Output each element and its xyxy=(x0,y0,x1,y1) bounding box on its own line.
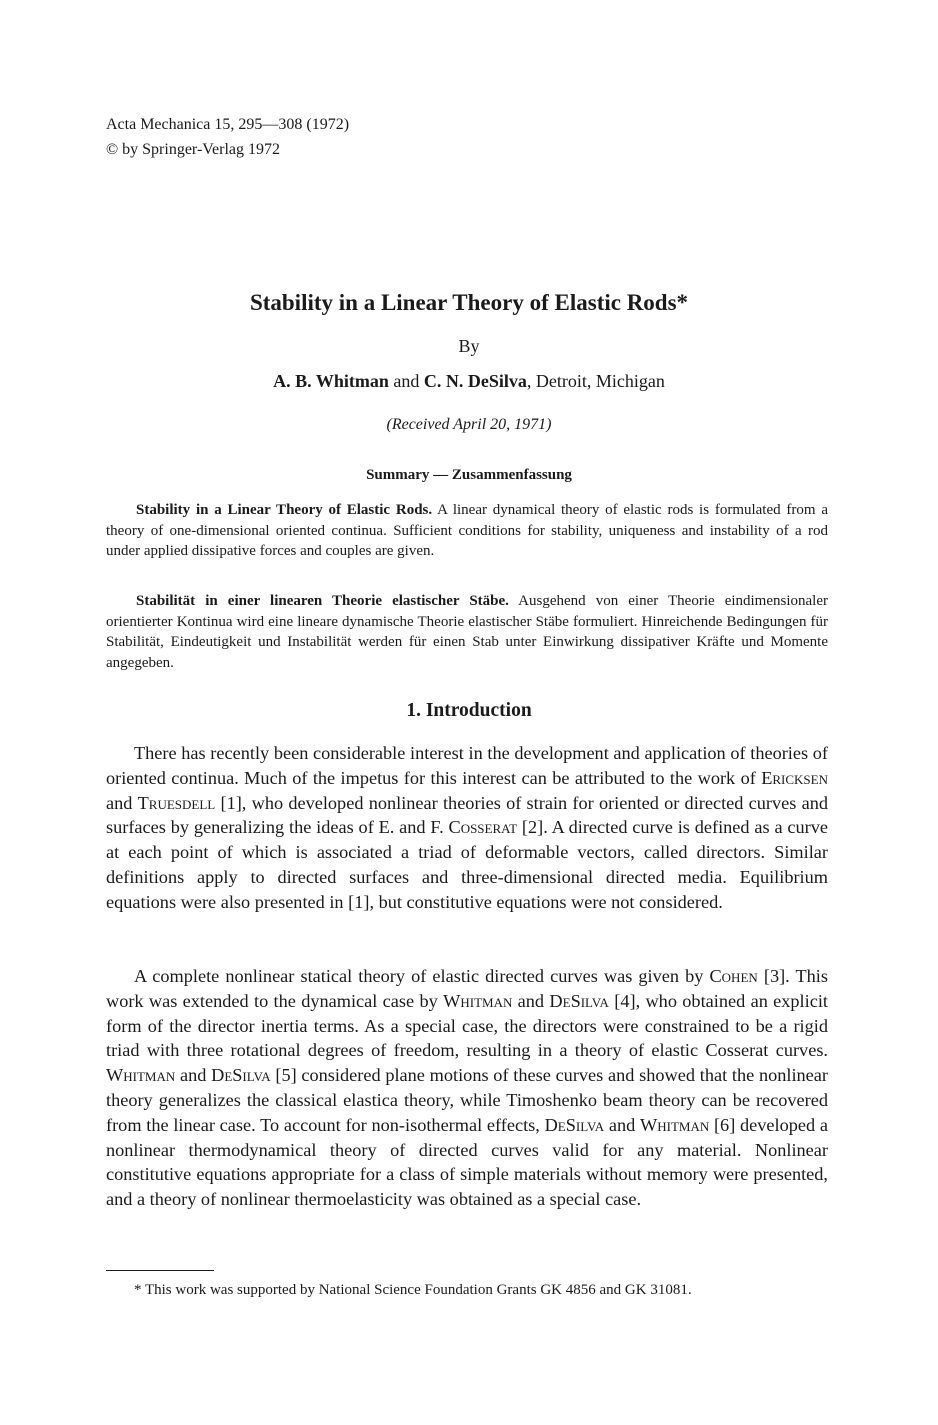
author-ericksen: Ericksen xyxy=(761,767,828,788)
received-date: (Received April 20, 1971) xyxy=(386,416,552,433)
text-run: [6] developed a nonlinear thermodynamical theory of directed curves valid for any material. Nonlinear constitutive equations appropriate for a class of simple materials without memory were presented, and a theory of nonlinear thermoelasticity was obtained as a special case. xyxy=(106,1114,828,1210)
abstract-english-title: Stability in a Linear Theory of Elastic Rods. xyxy=(136,502,433,518)
abstract-english-text: A linear dynamical theory of elastic rods is formulated from a theory of one-dimensional oriented continua. Sufficient conditions for stability, uniqueness and instability of a rod under applied dissipative forces and couples are given. xyxy=(106,502,828,559)
abstract-german xyxy=(106,591,828,673)
author-whitman-ref: Whitman xyxy=(639,1114,710,1135)
author-cohen: Cohen xyxy=(709,966,758,986)
author-whitman-ref: Whitman xyxy=(443,990,513,1011)
text-run: [4], who obtained an explicit form of the director inertia terms. As a special case, the directors were constrained to be a rigid triad with three rotational degrees of freedom, resulting in a theory of elastic Cosserat curves. xyxy=(106,990,828,1061)
author-desilva: C. N. DeSilva xyxy=(423,371,527,391)
abstract-german-text: Ausgehend von einer Theorie eindimensionaler orientierter Kontinua wird eine lineare dynamische Theorie elastischer Stäbe formuliert. Hinreichende Bedingungen für Stabilität, Eindeutigkeit und Instabilität werden für einen Stab unter Einwirkung dissipativer Kräfte und Momente angegeben. xyxy=(106,593,828,671)
text-run: There has recently been considerable interest in the development and application of theories of oriented continua. Much of the impetus for this interest can be attributed to the work of xyxy=(106,743,828,788)
author-truesdell: Truesdell xyxy=(137,792,216,813)
author-whitman-ref: Whitman xyxy=(106,1065,176,1086)
author-whitman: A. B. Whitman xyxy=(273,371,389,391)
text-run: and xyxy=(604,1114,640,1135)
footnote: * This work was supported by National Science Foundation Grants GK 4856 and GK 31081. xyxy=(134,1282,692,1298)
author-cosserat: Cosserat xyxy=(448,817,518,838)
author-desilva-ref: DeSilva xyxy=(544,1114,605,1135)
section-heading-introduction: 1. Introduction xyxy=(406,700,532,721)
text-run: and xyxy=(175,1065,212,1086)
paper-title: Stability in a Linear Theory of Elastic Rods* xyxy=(249,290,689,315)
journal-citation: Acta Mechanica 15, 295—308 (1972) xyxy=(106,116,350,133)
text-run: [5] considered plane motions of these curves and showed that the nonlinear theory generalizes the classical elastica theory, while Timoshenko beam theory can be recovered from the linear case. To account for non-isothermal effects, xyxy=(106,1065,828,1135)
abstract-english xyxy=(106,500,828,562)
text-run: and xyxy=(512,990,550,1011)
author-desilva-ref: DeSilva xyxy=(211,1065,271,1086)
intro-paragraph-1 xyxy=(106,741,828,915)
footnote-divider xyxy=(106,1270,214,1271)
text-run: [1], who developed nonlinear theories of strain for oriented or directed curves and surfaces by generalizing the ideas of E. and F. xyxy=(106,792,829,838)
summary-heading: Summary — Zusammenfassung xyxy=(366,467,572,483)
author-desilva-ref: DeSilva xyxy=(549,990,609,1011)
intro-paragraph-2 xyxy=(106,964,828,1212)
journal-header xyxy=(106,112,349,162)
text-run: A complete nonlinear statical theory of elastic directed curves was given by xyxy=(134,966,710,986)
authors-and: and xyxy=(388,371,424,391)
text-run: and xyxy=(106,792,138,813)
text-run: [3]. This work was extended to the dynamical case by xyxy=(106,966,828,1011)
copyright-line: © by Springer-Verlag 1972 xyxy=(106,141,281,158)
by-line: By xyxy=(458,336,480,356)
authors-location: , Detroit, Michigan xyxy=(526,371,665,391)
text-run: [2]. A directed curve is defined as a curve at each point of which is associated a triad of deformable vectors, called directors. Similar definitions apply to directed surfaces and three-dimensional directed media. Equilibrium equations were also presented in [1], but constitutive equations were not considered. xyxy=(106,817,828,912)
authors-line xyxy=(0,371,938,392)
abstract-german-title: Stabilität in einer linearen Theorie elastischer Stäbe. xyxy=(136,593,509,609)
